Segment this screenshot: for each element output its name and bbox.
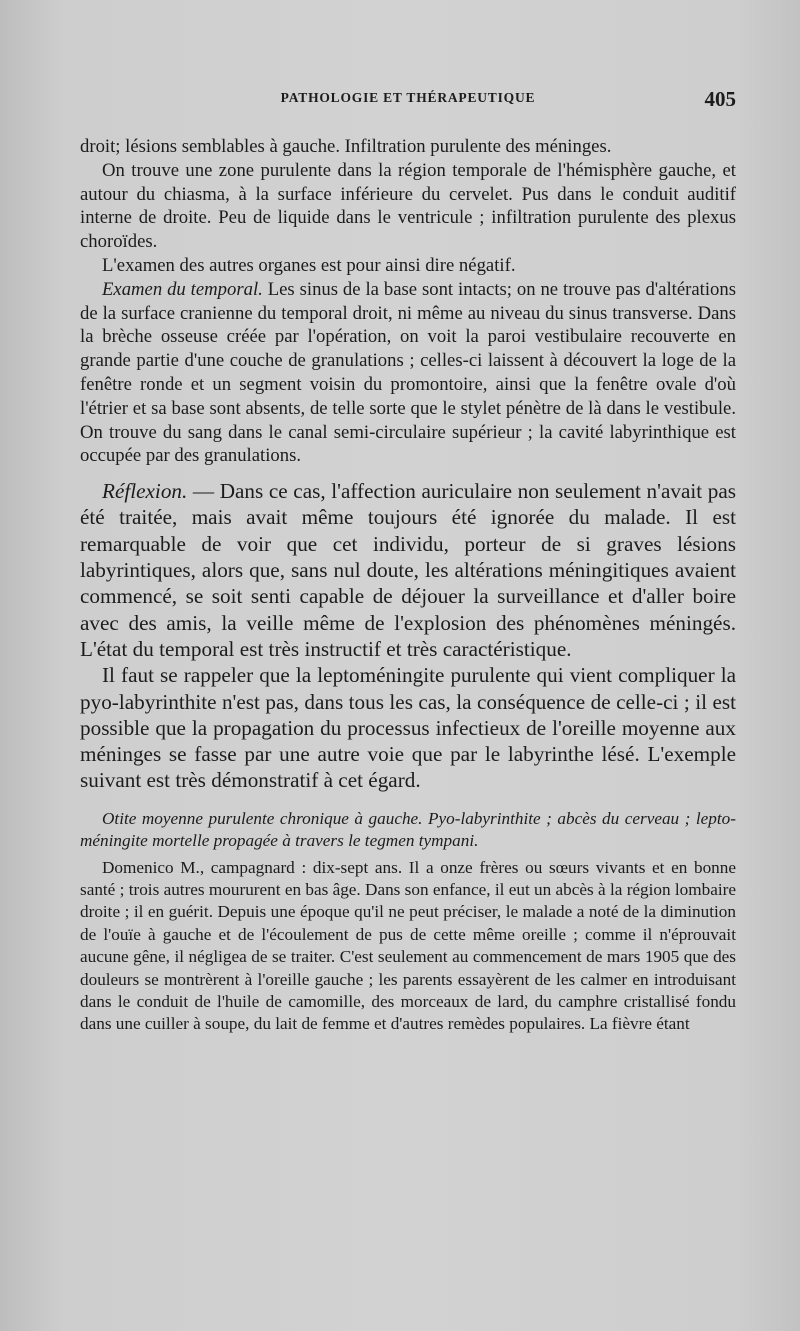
temporal-exam-label: Examen du temporal. xyxy=(102,278,263,300)
page-header xyxy=(80,87,736,114)
new-case-section xyxy=(80,808,736,1036)
paragraph-reflection xyxy=(80,478,736,662)
reflection-section xyxy=(80,478,736,794)
reflection-label: Réflexion. xyxy=(102,479,188,504)
paragraph-other-organs: L'examen des autres organes est pour ainsi dire négatif. xyxy=(102,254,516,276)
page-body xyxy=(80,135,736,1036)
paragraph-findings: On trouve une zone purulente dans la région temporale de l'hémisphère gauche, et autour du chiasma, à la surface inférieure du cervelet. Pus dans le conduit auditif interne de droite. Peu de liquide dans le ventricule ; infiltration purulente des plexus choroïdes. xyxy=(80,159,736,253)
paragraph-temporal-exam xyxy=(80,278,736,468)
temporal-exam-text: Les sinus de la base sont intacts; on ne trouve pas d'altérations de la surface cranienne du temporal droit, ni même au niveau du sinus transverse. Dans la brèche osseuse créée par l'opération, on voit la paroi vestibulaire recouverte en grande partie d'une couche de granulations ; celles-ci laissent à découvert la loge de la fenêtre ronde et un segment voisin du promontoire, ainsi que la fenêtre ovale d'où l'étrier et sa base sont absents, de telle sorte que le stylet pénètre de là dans le vestibule. On trouve du sang dans le canal semi-circulaire supérieur ; la cavité labyrinthique est occupée par des granulations. xyxy=(80,278,736,467)
page-number: 405 xyxy=(704,87,736,111)
paragraph-leptomeningitis: Il faut se rappeler que la leptoméningite purulente qui vient compliquer la pyo-labyrinthite n'est pas, dans tous les cas, la conséquence de celle-ci ; il est possible que la propagation du processus infectieux de l'oreille moyenne aux méninges se fasse par une autre voie que par le labyrinthe lésé. L'exemple suivant est très démonstratif à cet égard. xyxy=(80,663,736,793)
paragraph-continuation: droit; lésions semblables à gauche. Infiltration purulente des méninges. xyxy=(80,136,612,157)
running-head: PATHOLOGIE ET THÉRAPEUTIQUE xyxy=(280,90,536,105)
paragraph-case-history: Domenico M., campagnard : dix-sept ans. Il a onze frères ou sœurs vivants et en bonne santé ; trois autres moururent en bas âge. Dans son enfance, il eut un abcès à la région lombaire droite ; il en guérit. Depuis une époque qu'il ne peut préciser, le malade a noté de la diminution de l'ouïe à gauche et de l'écoulement de pus de cette même oreille ; comme il n'éprouvait aucune gêne, il négligea de se traiter. C'est seulement au commencement de mars 1905 que des douleurs se montrèrent à l'oreille gauche ; les parents essayèrent de les calmer en introduisant dans le conduit de l'huile de camomille, des morceaux de lard, du camphre cristallisé fondu dans une cuiller à soupe, du lait de femme et d'autres remèdes populaires. La fièvre étant xyxy=(80,857,736,1034)
case-title: Otite moyenne purulente chronique à gauche. Pyo-labyrinthite ; abcès du cerveau ; lepto-méningite mortelle propagée à travers le tegmen tympani. xyxy=(80,808,736,851)
reflection-text: — Dans ce cas, l'affection auriculaire non seulement n'avait pas été traitée, mais avait même toujours été ignorée du malade. Il est remarquable de voir que cet individu, porteur de si graves lésions labyrintiques, alors que, sans nul doute, les altérations méningitiques avaient commencé, se soit senti capable de déjouer la surveillance et d'aller boire avec des amis, la veille même de l'explosion des phénomènes méningés. L'état du temporal est très instructif et très caractéristique. xyxy=(80,479,736,661)
case-report-continuation xyxy=(80,135,736,468)
